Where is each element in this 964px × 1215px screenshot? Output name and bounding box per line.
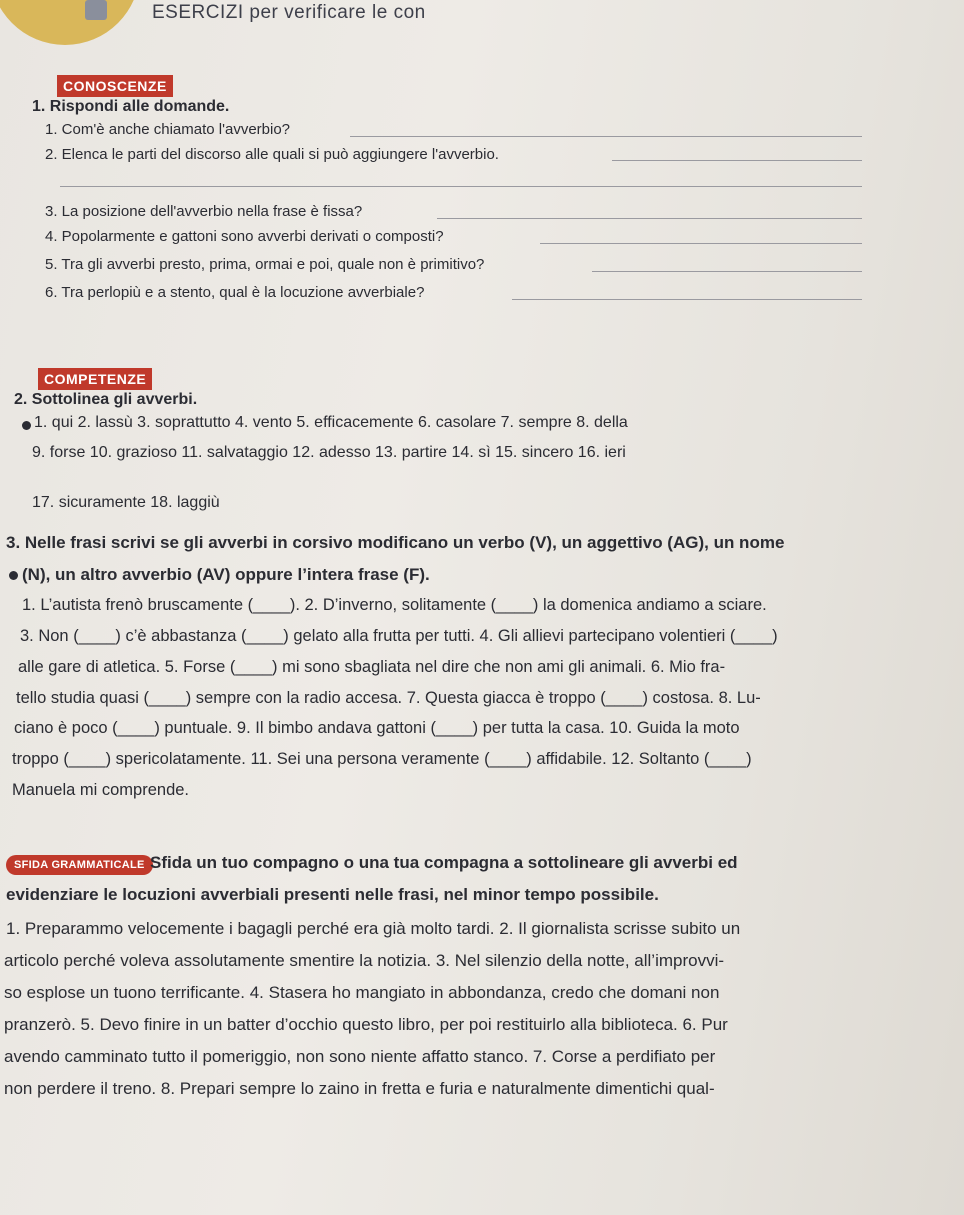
question-6: 6. Tra perlopiù e a stento, qual è la locuzione avverbiale? xyxy=(45,284,425,301)
adverb-list-line-3: 17. sicuramente 18. laggiù xyxy=(32,494,220,511)
exercise-3-line-1: 1. L’autista frenò bruscamente (____). 2. D’inverno, solitamente (____) la domenica andiamo a sciare. xyxy=(22,596,767,614)
sfida-line-2: articolo perché voleva assolutamente smentire la notizia. 3. Nel silenzio della notte, all’improvvi- xyxy=(4,951,725,970)
page-header-title: ESERCIZI per verificare le con xyxy=(152,2,426,23)
exercise-1-title: 1. Rispondi alle domande. xyxy=(32,98,230,115)
exercise-3-line-4: tello studia quasi (____) sempre con la radio accesa. 7. Questa giacca è troppo (____) costosa. 8. Lu- xyxy=(16,689,761,707)
question-5: 5. Tra gli avverbi presto, prima, ormai e poi, quale non è primitivo? xyxy=(45,256,485,273)
adverb-list-line-2: 9. forse 10. grazioso 11. salvataggio 12. adesso 13. partire 14. sì 15. sincero 16. ieri xyxy=(32,444,626,461)
sfida-line-6: non perdere il treno. 8. Prepari sempre lo zaino in fretta e furia e naturalmente dimentichi qual- xyxy=(4,1079,715,1098)
question-4: 4. Popolarmente e gattoni sono avverbi derivati o composti? xyxy=(45,228,444,245)
exercise-3-line-7: Manuela mi comprende. xyxy=(12,781,190,799)
exercise-3-line-6: troppo (____) spericolatamente. 11. Sei una persona veramente (____) affidabile. 12. Soltanto (____) xyxy=(12,750,752,768)
answer-line-4[interactable] xyxy=(540,243,862,244)
sfida-title-line-1: Sfida un tuo compagno o una tua compagna a sottolineare gli avverbi ed xyxy=(150,853,738,872)
book-logo-figure-icon xyxy=(85,0,107,20)
sfida-line-3: so esplose un tuono terrificante. 4. Stasera ho mangiato in abbondanza, credo che domani non xyxy=(4,983,720,1002)
question-2: 2. Elenca le parti del discorso alle quali si può aggiungere l'avverbio. xyxy=(45,146,499,163)
competenze-tag: COMPETENZE xyxy=(38,368,152,390)
question-1: 1. Com'è anche chiamato l'avverbio? xyxy=(45,121,291,138)
answer-line-6[interactable] xyxy=(512,299,862,300)
exercise-3-line-5: ciano è poco (____) puntuale. 9. Il bimbo andava gattoni (____) per tutta la casa. 10. Guida la moto xyxy=(14,719,740,737)
sfida-line-5: avendo camminato tutto il pomeriggio, non sono niente affatto stanco. 7. Corse a perdifiato per xyxy=(4,1047,716,1066)
bullet-dot-icon xyxy=(22,421,31,430)
answer-line-3[interactable] xyxy=(437,218,862,219)
answer-line-2a[interactable] xyxy=(612,160,862,161)
sfida-line-1: 1. Preparammo velocemente i bagagli perché era già molto tardi. 2. Il giornalista scrisse subito un xyxy=(6,919,741,938)
exercise-3-title-line-2: (N), un altro avverbio (AV) oppure l’intera frase (F). xyxy=(22,565,430,584)
sfida-title-line-2: evidenziare le locuzioni avverbiali presenti nelle frasi, nel minor tempo possibile. xyxy=(6,885,659,904)
sfida-grammaticale-tag: SFIDA GRAMMATICALE xyxy=(6,855,153,875)
conoscenze-tag: CONOSCENZE xyxy=(57,75,173,97)
answer-line-1[interactable] xyxy=(350,136,862,137)
sfida-line-4: pranzerò. 5. Devo finire in un batter d’occhio questo libro, per poi restituirlo alla biblioteca. 6. Pur xyxy=(4,1015,728,1034)
exercise-3-line-3: alle gare di atletica. 5. Forse (____) mi sono sbagliata nel dire che non ami gli animali. 6. Mio fra- xyxy=(18,658,726,676)
exercise-3-line-2: 3. Non (____) c’è abbastanza (____) gelato alla frutta per tutti. 4. Gli allievi partecipano volentieri (____) xyxy=(20,627,778,645)
book-logo-blob xyxy=(0,0,140,45)
bullet-dot-icon xyxy=(9,571,18,580)
answer-line-5[interactable] xyxy=(592,271,862,272)
exercise-2-title: 2. Sottolinea gli avverbi. xyxy=(14,391,198,408)
adverb-list-line-1: 1. qui 2. lassù 3. soprattutto 4. vento 5. efficacemente 6. casolare 7. sempre 8. della xyxy=(34,414,628,431)
question-3: 3. La posizione dell'avverbio nella frase è fissa? xyxy=(45,203,363,220)
answer-line-2b[interactable] xyxy=(60,186,862,187)
exercise-3-title-line-1: 3. Nelle frasi scrivi se gli avverbi in corsivo modificano un verbo (V), un aggettivo (AG), un nome xyxy=(6,533,785,552)
